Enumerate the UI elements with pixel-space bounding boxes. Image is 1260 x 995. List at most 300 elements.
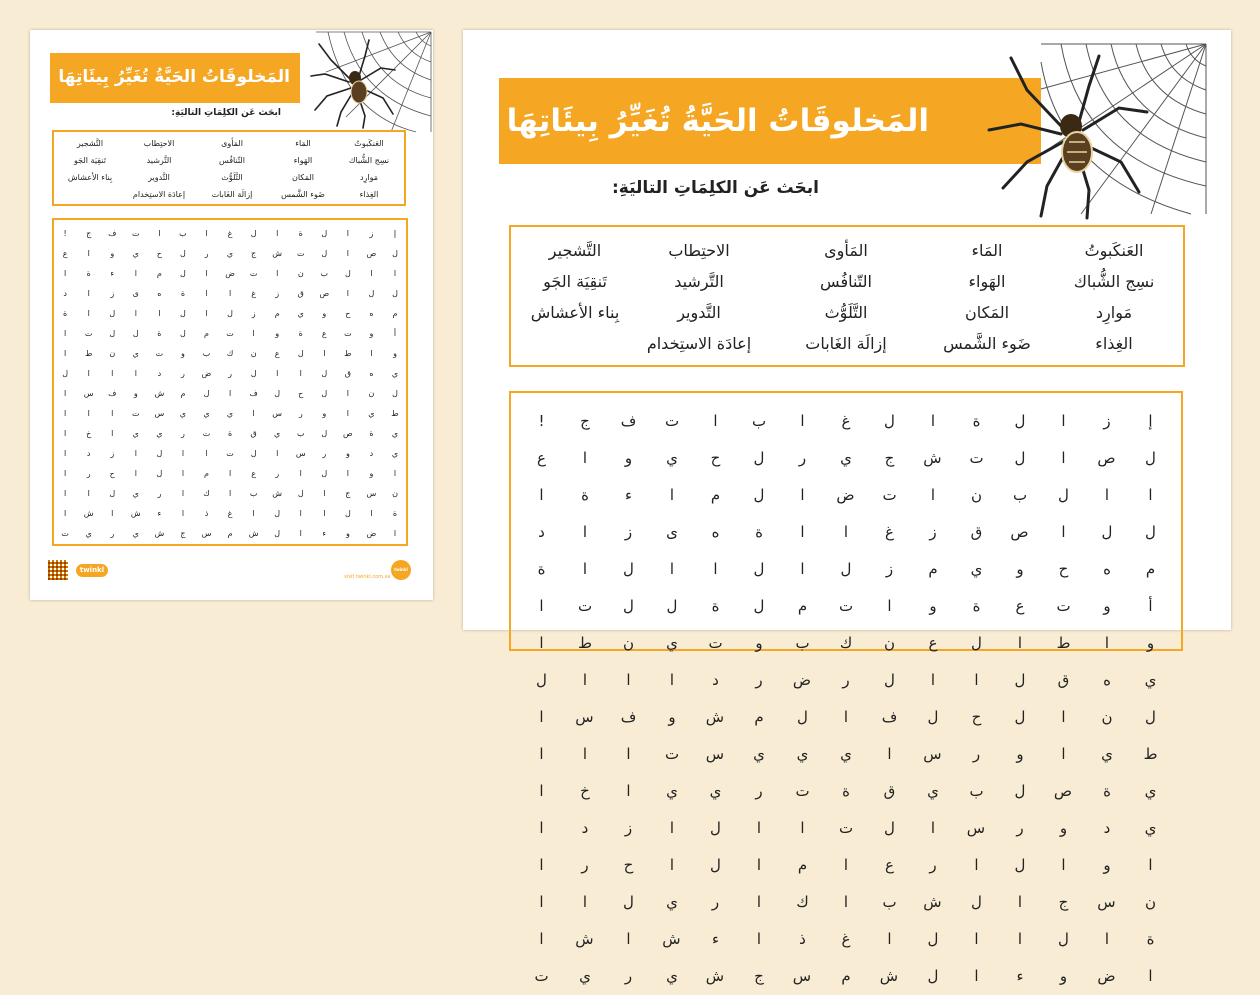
grid-letter[interactable]: ح — [971, 708, 982, 726]
grid-letter[interactable]: ا — [539, 634, 544, 652]
grid-letter[interactable]: ج — [884, 449, 895, 467]
grid-letter[interactable]: ز — [369, 229, 374, 238]
grid-letter[interactable]: ا — [228, 289, 232, 298]
grid-letter[interactable]: ي — [1144, 819, 1157, 837]
grid-letter[interactable]: ا — [539, 782, 544, 800]
grid-letter[interactable]: ا — [299, 469, 302, 478]
grid-letter[interactable]: ا — [843, 893, 849, 911]
grid-letter[interactable]: ا — [1061, 708, 1066, 726]
grid-letter[interactable]: ا — [1104, 486, 1110, 504]
grid-letter[interactable]: ا — [87, 369, 90, 378]
grid-letter[interactable]: ص — [319, 289, 330, 298]
grid-letter[interactable]: ع — [251, 469, 257, 478]
grid-letter[interactable]: ا — [87, 249, 90, 258]
grid-letter[interactable]: ا — [370, 509, 373, 518]
grid-letter[interactable]: ا — [582, 671, 588, 689]
grid-letter[interactable]: ا — [276, 229, 279, 238]
grid-letter[interactable]: ه — [369, 309, 374, 318]
grid-letter[interactable]: ا — [974, 967, 979, 985]
grid-letter[interactable]: ل — [1014, 708, 1026, 726]
grid-letter[interactable]: و — [1016, 560, 1024, 578]
grid-letter[interactable]: م — [204, 469, 209, 478]
grid-letter[interactable]: ت — [155, 349, 164, 358]
grid-letter[interactable]: خ — [86, 429, 92, 438]
grid-letter[interactable]: ا — [346, 229, 349, 238]
grid-letter[interactable]: ل — [180, 269, 186, 278]
grid-letter[interactable]: ت — [202, 429, 211, 438]
grid-letter[interactable]: ل — [180, 249, 186, 258]
grid-letter[interactable]: ز — [1103, 412, 1111, 430]
grid-letter[interactable]: ه — [1103, 560, 1111, 578]
grid-letter[interactable]: ي — [666, 967, 678, 985]
grid-letter[interactable]: ل — [753, 449, 765, 467]
grid-letter[interactable]: ق — [970, 523, 983, 541]
grid-letter[interactable]: غ — [885, 523, 894, 541]
grid-letter[interactable]: ع — [928, 634, 938, 652]
grid-letter[interactable]: ت — [132, 409, 140, 418]
grid-letter[interactable]: ر — [755, 671, 763, 689]
grid-letter[interactable]: ذ — [799, 930, 806, 948]
grid-letter[interactable]: ة — [581, 486, 589, 504]
grid-letter[interactable]: ا — [582, 449, 588, 467]
grid-letter[interactable]: ا — [800, 560, 805, 578]
grid-letter[interactable]: ط — [1143, 745, 1158, 763]
grid-letter[interactable]: ش — [130, 509, 141, 518]
grid-letter[interactable]: ه — [1103, 671, 1111, 689]
grid-letter[interactable]: غ — [251, 289, 257, 298]
grid-letter[interactable]: ل — [109, 309, 116, 318]
grid-letter[interactable]: ص — [366, 249, 377, 258]
grid-letter[interactable]: و — [369, 329, 374, 338]
grid-letter[interactable]: م — [392, 309, 398, 318]
grid-letter[interactable]: ش — [272, 489, 283, 498]
grid-letter[interactable]: ر — [755, 782, 763, 800]
grid-letter[interactable]: ا — [346, 409, 349, 418]
grid-letter[interactable]: ق — [297, 289, 304, 298]
grid-letter[interactable]: ف — [620, 708, 637, 726]
grid-letter[interactable]: ة — [755, 523, 763, 541]
grid-letter[interactable]: و — [393, 349, 397, 358]
grid-letter[interactable]: ق — [250, 429, 257, 438]
grid-letter[interactable]: ل — [1101, 523, 1113, 541]
grid-letter[interactable]: ل — [623, 893, 634, 911]
grid-letter[interactable]: ل — [368, 289, 375, 298]
grid-letter[interactable]: ق — [883, 782, 896, 800]
grid-letter[interactable]: ت — [249, 269, 258, 278]
grid-letter[interactable]: ا — [64, 449, 67, 458]
grid-letter[interactable]: ف — [620, 412, 637, 430]
grid-letter[interactable]: ش — [923, 449, 942, 467]
grid-letter[interactable]: ! — [63, 229, 67, 238]
grid-letter[interactable]: غ — [841, 412, 851, 430]
grid-letter[interactable]: ا — [800, 819, 805, 837]
grid-letter[interactable]: ي — [927, 782, 939, 800]
grid-letter[interactable]: ي — [179, 409, 187, 418]
grid-letter[interactable]: ب — [795, 634, 810, 652]
grid-letter[interactable]: ا — [756, 930, 762, 948]
grid-letter[interactable]: ل — [927, 930, 939, 948]
grid-letter[interactable]: ا — [323, 489, 326, 498]
grid-letter[interactable]: ا — [1104, 634, 1110, 652]
grid-letter[interactable]: ة — [86, 269, 91, 278]
grid-letter[interactable]: ي — [391, 429, 399, 438]
grid-letter[interactable]: ت — [84, 329, 93, 338]
grid-letter[interactable]: ي — [753, 745, 765, 763]
grid-letter[interactable]: م — [797, 856, 808, 874]
grid-letter[interactable]: و — [1146, 634, 1155, 652]
grid-letter[interactable]: ن — [1144, 893, 1156, 911]
grid-letter[interactable]: ر — [322, 449, 327, 458]
grid-letter[interactable]: ا — [64, 429, 67, 438]
grid-letter[interactable]: د — [712, 671, 719, 689]
grid-letter[interactable]: ي — [132, 529, 139, 538]
grid-letter[interactable]: ا — [64, 269, 67, 278]
grid-letter[interactable]: ل — [274, 389, 281, 398]
grid-letter[interactable]: ا — [930, 819, 936, 837]
grid-letter[interactable]: ا — [64, 389, 67, 398]
grid-letter[interactable]: د — [1103, 819, 1111, 837]
grid-letter[interactable]: ا — [346, 289, 349, 298]
grid-letter[interactable]: م — [797, 597, 808, 615]
grid-letter[interactable]: ل — [180, 309, 186, 318]
grid-letter[interactable]: ا — [756, 856, 762, 874]
grid-letter[interactable]: ا — [181, 489, 185, 498]
grid-letter[interactable]: ع — [321, 329, 327, 338]
grid-letter[interactable]: م — [710, 486, 721, 504]
grid-letter[interactable]: ي — [156, 429, 163, 438]
grid-letter[interactable]: ر — [298, 409, 303, 418]
grid-letter[interactable]: ز — [251, 309, 256, 318]
grid-letter[interactable]: ش — [154, 389, 165, 398]
grid-letter[interactable]: ك — [203, 489, 210, 498]
grid-letter[interactable]: ا — [887, 930, 892, 948]
grid-letter[interactable]: ة — [392, 509, 398, 518]
grid-letter[interactable]: ل — [1145, 523, 1156, 541]
grid-letter[interactable]: ل — [971, 893, 982, 911]
grid-letter[interactable]: ا — [800, 523, 805, 541]
grid-letter[interactable]: ا — [1017, 893, 1023, 911]
grid-letter[interactable]: ت — [664, 412, 680, 430]
grid-letter[interactable]: ع — [885, 856, 894, 874]
grid-letter[interactable]: غ — [227, 229, 233, 238]
grid-letter[interactable]: ي — [132, 429, 139, 438]
grid-letter[interactable]: و — [181, 349, 185, 358]
grid-letter[interactable]: ي — [666, 893, 678, 911]
grid-letter[interactable]: ل — [1058, 930, 1069, 948]
grid-letter[interactable]: ن — [970, 486, 982, 504]
grid-letter[interactable]: ر — [228, 369, 232, 378]
grid-letter[interactable]: ج — [754, 967, 764, 985]
grid-letter[interactable]: ن — [297, 269, 304, 278]
grid-letter[interactable]: ا — [713, 560, 718, 578]
grid-letter[interactable]: ا — [205, 309, 208, 318]
grid-letter[interactable]: ك — [796, 893, 809, 911]
grid-letter[interactable]: ت — [838, 819, 854, 837]
grid-letter[interactable]: ة — [298, 329, 303, 338]
grid-letter[interactable]: ص — [1010, 523, 1029, 541]
grid-letter[interactable]: ت — [1056, 597, 1071, 615]
grid-letter[interactable]: ش — [923, 893, 942, 911]
grid-letter[interactable]: ت — [969, 449, 984, 467]
grid-letter[interactable]: ا — [181, 449, 185, 458]
grid-letter[interactable]: ر — [1016, 819, 1024, 837]
grid-letter[interactable]: ل — [623, 597, 634, 615]
grid-letter[interactable]: ا — [87, 309, 90, 318]
grid-letter[interactable]: ن — [368, 389, 375, 398]
grid-letter[interactable]: ت — [344, 329, 352, 338]
grid-letter[interactable]: ر — [110, 529, 115, 538]
grid-letter[interactable]: ا — [228, 389, 232, 398]
grid-letter[interactable]: ا — [626, 745, 631, 763]
grid-letter[interactable]: ع — [1015, 597, 1025, 615]
grid-letter[interactable]: ا — [111, 369, 114, 378]
grid-letter[interactable]: ل — [250, 449, 257, 458]
grid-letter[interactable]: ل — [321, 429, 328, 438]
grid-letter[interactable]: ش — [705, 967, 724, 985]
grid-letter[interactable]: ا — [228, 489, 232, 498]
grid-letter[interactable]: و — [369, 469, 374, 478]
grid-letter[interactable]: ا — [299, 509, 302, 518]
grid-letter[interactable]: ا — [626, 671, 631, 689]
grid-letter[interactable]: ب — [296, 429, 305, 438]
grid-letter[interactable]: ت — [226, 449, 234, 458]
grid-letter[interactable]: ا — [1061, 412, 1066, 430]
grid-letter[interactable]: ش — [879, 967, 898, 985]
grid-letter[interactable]: ن — [883, 634, 895, 652]
grid-letter[interactable]: ا — [669, 856, 675, 874]
grid-letter[interactable]: إ — [1148, 412, 1153, 430]
grid-letter[interactable]: ت — [882, 486, 897, 504]
grid-letter[interactable]: ا — [1148, 856, 1153, 874]
grid-letter[interactable]: ه — [711, 523, 720, 541]
grid-letter[interactable]: ا — [974, 930, 979, 948]
grid-letter[interactable]: ا — [1017, 930, 1023, 948]
grid-letter[interactable]: ا — [1104, 930, 1110, 948]
grid-letter[interactable]: ل — [180, 329, 186, 338]
grid-letter[interactable]: ا — [1061, 523, 1066, 541]
grid-letter[interactable]: ل — [392, 249, 398, 258]
grid-letter[interactable]: ا — [887, 597, 892, 615]
grid-letter[interactable]: ل — [109, 329, 116, 338]
grid-letter[interactable]: د — [86, 449, 91, 458]
grid-letter[interactable]: ة — [227, 429, 233, 438]
grid-letter[interactable]: ا — [393, 529, 397, 538]
grid-letter[interactable]: ن — [250, 349, 257, 358]
grid-letter[interactable]: ب — [202, 349, 211, 358]
grid-letter[interactable]: ا — [539, 597, 544, 615]
grid-letter[interactable]: ر — [798, 449, 807, 467]
grid-letter[interactable]: ا — [539, 856, 544, 874]
grid-letter[interactable]: ب — [882, 893, 897, 911]
grid-letter[interactable]: ج — [1058, 893, 1069, 911]
grid-letter[interactable]: ح — [710, 449, 721, 467]
grid-letter[interactable]: ل — [927, 967, 939, 985]
grid-letter[interactable]: ي — [132, 249, 139, 258]
grid-letter[interactable]: س — [366, 489, 377, 498]
grid-letter[interactable]: ل — [132, 329, 139, 338]
grid-letter[interactable]: ا — [134, 309, 137, 318]
grid-letter[interactable]: ل — [1058, 486, 1069, 504]
grid-letter[interactable]: ا — [393, 469, 397, 478]
grid-letter[interactable]: ح — [345, 309, 351, 318]
grid-letter[interactable]: ي — [85, 529, 92, 538]
grid-letter[interactable]: و — [322, 409, 327, 418]
grid-letter[interactable]: ا — [669, 671, 675, 689]
grid-letter[interactable]: ض — [792, 671, 811, 689]
grid-letter[interactable]: ا — [205, 449, 208, 458]
grid-letter[interactable]: ا — [87, 289, 90, 298]
grid-letter[interactable]: ي — [391, 369, 399, 378]
grid-letter[interactable]: ه — [369, 369, 374, 378]
grid-letter[interactable]: و — [624, 449, 633, 467]
grid-letter[interactable]: م — [180, 389, 186, 398]
grid-letter[interactable]: ل — [840, 560, 852, 578]
grid-letter[interactable]: ة — [537, 560, 546, 578]
grid-letter[interactable]: ي — [579, 967, 591, 985]
grid-letter[interactable]: ت — [61, 529, 69, 538]
grid-letter[interactable]: ي — [132, 489, 139, 498]
grid-letter[interactable]: ا — [1061, 745, 1066, 763]
grid-letter[interactable]: ا — [346, 389, 349, 398]
grid-letter[interactable]: ش — [248, 529, 259, 538]
grid-letter[interactable]: ت — [577, 597, 593, 615]
grid-letter[interactable]: ا — [252, 329, 255, 338]
grid-letter[interactable]: ا — [582, 560, 588, 578]
grid-letter[interactable]: ا — [252, 409, 255, 418]
grid-letter[interactable]: ف — [881, 708, 898, 726]
grid-letter[interactable]: ل — [797, 708, 808, 726]
grid-letter[interactable]: ي — [1144, 671, 1157, 689]
grid-letter[interactable]: ا — [669, 486, 675, 504]
grid-letter[interactable]: ل — [971, 634, 982, 652]
grid-letter[interactable]: ر — [275, 469, 280, 478]
grid-letter[interactable]: ن — [1101, 708, 1113, 726]
grid-letter[interactable]: ل — [753, 560, 765, 578]
grid-letter[interactable]: ل — [156, 449, 163, 458]
grid-letter[interactable]: ا — [299, 529, 302, 538]
grid-letter[interactable]: ز — [885, 560, 894, 578]
grid-letter[interactable]: ض — [836, 486, 855, 504]
grid-letter[interactable]: ز — [110, 289, 115, 298]
grid-letter[interactable]: ل — [1014, 449, 1026, 467]
grid-letter[interactable]: ا — [134, 469, 137, 478]
grid-letter[interactable]: ر — [581, 856, 589, 874]
grid-letter[interactable]: و — [1016, 745, 1024, 763]
grid-letter[interactable]: ا — [134, 369, 137, 378]
grid-letter[interactable]: م — [754, 708, 764, 726]
grid-letter[interactable]: ل — [392, 289, 398, 298]
grid-letter[interactable]: س — [83, 389, 94, 398]
grid-letter[interactable]: ش — [272, 249, 283, 258]
grid-letter[interactable]: ج — [180, 529, 186, 538]
grid-letter[interactable]: ل — [753, 597, 765, 615]
grid-letter[interactable]: م — [204, 329, 209, 338]
grid-letter[interactable]: ل — [321, 389, 328, 398]
grid-letter[interactable]: س — [1097, 893, 1116, 911]
grid-letter[interactable]: ا — [205, 289, 208, 298]
grid-letter[interactable]: ة — [711, 597, 720, 615]
grid-letter[interactable]: ا — [539, 486, 544, 504]
grid-letter[interactable]: ا — [756, 893, 762, 911]
grid-letter[interactable]: ل — [274, 529, 281, 538]
grid-letter[interactable]: د — [581, 819, 589, 837]
grid-letter[interactable]: ز — [929, 523, 937, 541]
grid-letter[interactable]: ل — [623, 560, 634, 578]
grid-letter[interactable]: ن — [109, 349, 116, 358]
grid-letter[interactable]: ي — [226, 409, 234, 418]
grid-letter[interactable]: ز — [110, 449, 115, 458]
grid-letter[interactable]: ا — [134, 269, 137, 278]
grid-letter[interactable]: ت — [226, 329, 234, 338]
grid-letter[interactable]: ل — [884, 819, 895, 837]
grid-letter[interactable]: ر — [204, 249, 209, 258]
grid-letter[interactable]: ء — [157, 509, 162, 518]
grid-letter[interactable]: ل — [1014, 412, 1026, 430]
grid-letter[interactable]: ل — [1014, 856, 1026, 874]
grid-letter[interactable]: ف — [108, 229, 117, 238]
grid-letter[interactable]: ا — [800, 486, 805, 504]
grid-letter[interactable]: إ — [393, 229, 397, 238]
grid-letter[interactable]: ل — [274, 509, 281, 518]
grid-letter[interactable]: ل — [297, 489, 304, 498]
grid-letter[interactable]: ا — [1061, 449, 1066, 467]
grid-letter[interactable]: ي — [970, 560, 983, 578]
grid-letter[interactable]: ا — [974, 856, 979, 874]
grid-letter[interactable]: ا — [1061, 856, 1066, 874]
grid-letter[interactable]: ن — [392, 489, 398, 498]
grid-letter[interactable]: و — [345, 529, 350, 538]
grid-letter[interactable]: ا — [87, 409, 90, 418]
grid-letter[interactable]: ء — [711, 930, 720, 948]
grid-letter[interactable]: ج — [86, 229, 92, 238]
grid-letter[interactable]: م — [928, 560, 938, 578]
grid-letter[interactable]: ت — [296, 249, 305, 258]
grid-letter[interactable]: ل — [227, 309, 233, 318]
grid-letter[interactable]: ح — [109, 469, 115, 478]
grid-letter[interactable]: م — [1145, 560, 1156, 578]
grid-letter[interactable]: و — [1103, 597, 1111, 615]
grid-letter[interactable]: س — [792, 967, 811, 985]
grid-letter[interactable]: ا — [843, 523, 849, 541]
grid-letter[interactable]: س — [154, 409, 165, 418]
grid-letter[interactable]: ا — [539, 930, 544, 948]
grid-letter[interactable]: ل — [344, 509, 351, 518]
grid-letter[interactable]: س — [705, 745, 724, 763]
grid-letter[interactable]: س — [966, 819, 985, 837]
grid-letter[interactable]: ط — [1056, 634, 1071, 652]
grid-letter[interactable]: ل — [884, 671, 895, 689]
grid-letter[interactable]: ي — [840, 745, 852, 763]
grid-letter[interactable]: ا — [626, 782, 631, 800]
grid-letter[interactable]: ض — [201, 369, 212, 378]
grid-letter[interactable]: ق — [344, 369, 351, 378]
grid-letter[interactable]: ا — [669, 819, 675, 837]
grid-letter[interactable]: م — [841, 967, 851, 985]
grid-letter[interactable]: و — [110, 249, 115, 258]
grid-letter[interactable]: ا — [111, 509, 114, 518]
grid-letter[interactable]: ل — [297, 349, 304, 358]
grid-letter[interactable]: ء — [110, 269, 115, 278]
grid-letter[interactable]: ر — [929, 856, 937, 874]
grid-letter[interactable]: ي — [203, 409, 210, 418]
grid-letter[interactable]: ش — [662, 930, 681, 948]
grid-letter[interactable]: س — [923, 745, 942, 763]
grid-letter[interactable]: ا — [713, 412, 718, 430]
grid-letter[interactable]: م — [227, 529, 233, 538]
grid-letter[interactable]: ا — [134, 449, 137, 458]
grid-letter[interactable]: ي — [840, 449, 852, 467]
grid-letter[interactable]: ف — [249, 389, 258, 398]
